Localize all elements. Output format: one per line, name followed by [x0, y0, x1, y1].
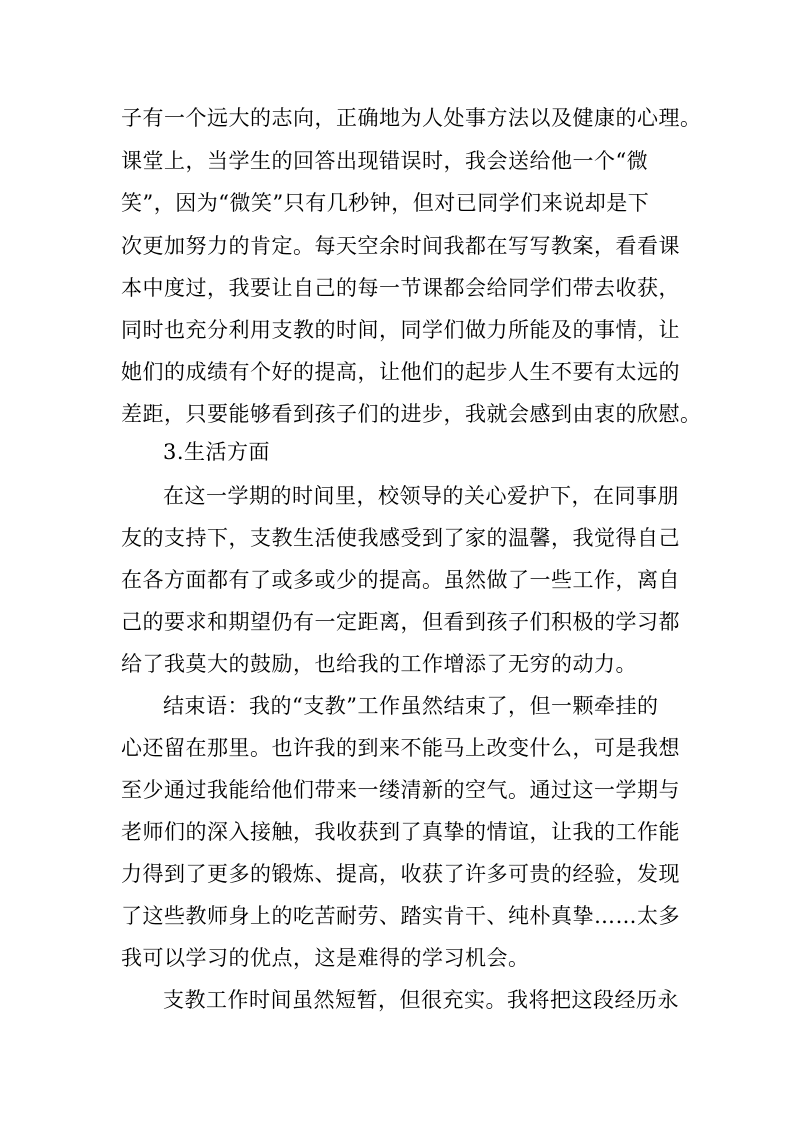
paragraph-line: 子有一个远大的志向，正确地为人处事方法以及健康的心理。 — [121, 106, 702, 130]
paragraph-line: 本中度过，我要让自己的每一节课都会给同学们带去收获， — [121, 276, 680, 300]
paragraph-line: 己的要求和期望仍有一定距离，但看到孩子们积极的学习都 — [121, 610, 680, 634]
paragraph-line: 次更加努力的肯定。每天空余时间我都在写写教案，看看课 — [121, 234, 680, 258]
paragraph-line: 她们的成绩有个好的提高，让他们的起步人生不要有太远的 — [121, 360, 680, 384]
paragraph-line: 我可以学习的优点，这是难得的学习机会。 — [121, 946, 530, 970]
paragraph-line: 在这一学期的时间里，校领导的关心爱护下，在同事朋 — [163, 484, 679, 508]
paragraph-line: 老师们的深入接触，我收获到了真挚的情谊，让我的工作能 — [121, 820, 680, 844]
paragraph-line: 至少通过我能给他们带来一缕清新的空气。通过这一学期与 — [121, 778, 680, 802]
paragraph-line: 支教工作时间虽然短暂，但很充实。我将把这段经历永 — [163, 988, 679, 1012]
paragraph-line: 给了我莫大的鼓励，也给我的工作增添了无穷的动力。 — [121, 652, 637, 676]
paragraph-line: 差距，只要能够看到孩子们的进步，我就会感到由衷的欣慰。 — [121, 402, 702, 426]
paragraph-line: 了这些教师身上的吃苦耐劳、踏实肯干、纯朴真挚……太多 — [121, 904, 680, 928]
paragraph-line: 力得到了更多的锻炼、提高，收获了许多可贵的经验，发现 — [121, 862, 680, 886]
section-heading: 3.生活方面 — [163, 440, 271, 464]
paragraph-line: 在各方面都有了或多或少的提高。虽然做了一些工作，离自 — [121, 568, 680, 592]
paragraph-line: 课堂上，当学生的回答出现错误时，我会送给他一个“微 — [121, 149, 649, 173]
paragraph-line: 心还留在那里。也许我的到来不能马上改变什么，可是我想 — [121, 736, 680, 760]
paragraph-line: 笑”，因为“微笑”只有几秒钟，但对已同学们来说却是下 — [121, 191, 650, 215]
paragraph-line: 友的支持下，支教生活使我感受到了家的温馨，我觉得自己 — [121, 526, 680, 550]
paragraph-line: 结束语：我的“支教”工作虽然结束了，但一颗牵挂的 — [163, 694, 659, 718]
paragraph-line: 同时也充分利用支教的时间，同学们做力所能及的事情，让 — [121, 318, 680, 342]
